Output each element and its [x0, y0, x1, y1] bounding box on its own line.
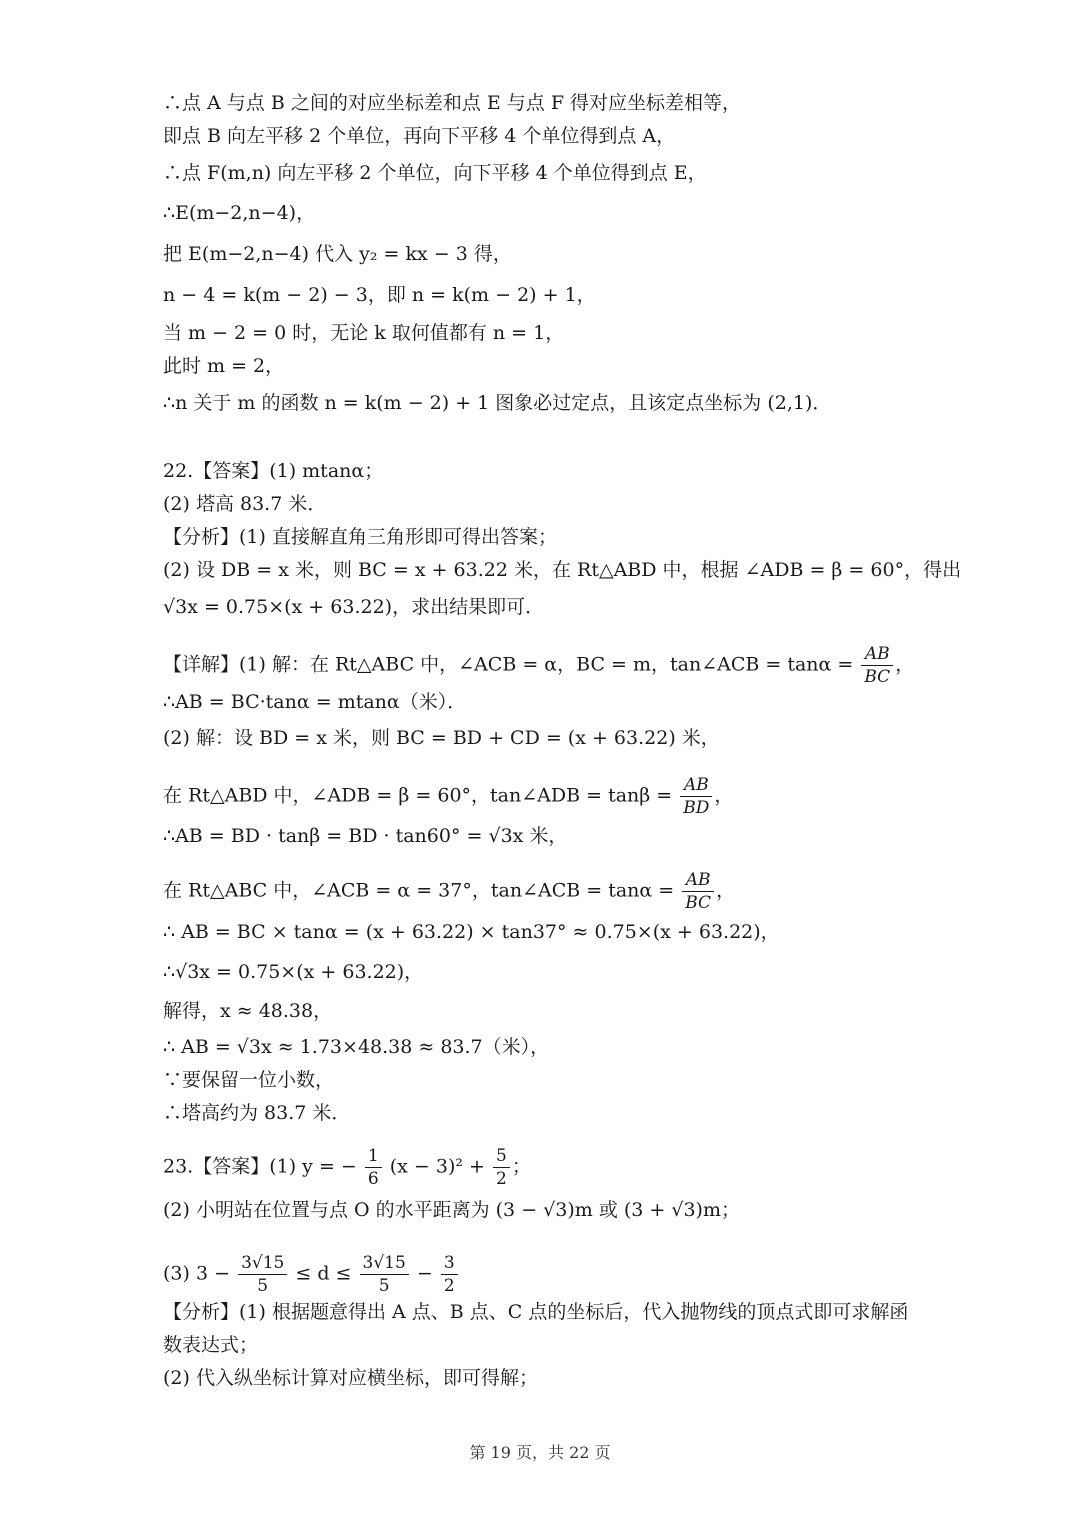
fraction: [680, 774, 712, 819]
text-segment: ，: [895, 653, 915, 676]
formula-line: [163, 774, 930, 819]
text-line: ∵要保留一位小数，: [163, 1069, 335, 1091]
text-line: ∴AB = BD · tanβ = BD · tan60° = √3x 米，: [163, 825, 568, 847]
text-line: (2) 设 DB = x 米，则 BC = x + 63.22 米，在 Rt△ABD 中，根据 ∠ADB = β = 60°，得出: [163, 559, 962, 581]
text-line: ∴塔高约为 83.7 米．: [163, 1102, 351, 1124]
text-segment: ≤ d ≤: [295, 1262, 352, 1285]
fraction: [360, 1252, 409, 1297]
text-line: (2) 解：设 BD = x 米，则 BC = BD + CD = (x + 63.22) 米，: [163, 727, 720, 749]
text-segment: ，: [716, 879, 736, 902]
fraction: [365, 1145, 382, 1190]
numerator: AB: [682, 869, 714, 892]
text-segment: (x − 3)² +: [389, 1155, 485, 1178]
text-line: ∴E(m−2,n−4)，: [163, 202, 316, 224]
formula-line: [163, 643, 930, 688]
text-line: n − 4 = k(m − 2) − 3，即 n = k(m − 2) + 1，: [163, 284, 596, 306]
numerator: 3: [441, 1252, 458, 1275]
denominator: BC: [685, 893, 712, 913]
text-line: ∴AB = BC·tanα = mtanα（米）．: [163, 691, 467, 713]
denominator: 5: [257, 1276, 269, 1296]
text-segment: −: [416, 1262, 433, 1285]
text-segment: 在 Rt△ABD 中，∠ADB = β = 60°，tan∠ADB = tanβ =: [163, 784, 673, 807]
fraction: [861, 643, 893, 688]
denominator: 2: [496, 1169, 507, 1189]
text-line: (2) 代入纵坐标计算对应横坐标，即可得解；: [163, 1367, 538, 1389]
question-22-answer: 22.【答案】(1) mtanα；: [163, 460, 384, 482]
text-line: √3x = 0.75×(x + 63.22)，求出结果即可．: [163, 596, 545, 618]
text-segment: ；: [511, 1155, 531, 1178]
text-line: 即点 B 向左平移 2 个单位，再向下平移 4 个单位得到点 A，: [163, 125, 676, 147]
numerator: AB: [861, 643, 893, 666]
formula-line: [163, 869, 930, 914]
numerator: 5: [493, 1145, 510, 1168]
fraction: [493, 1145, 510, 1190]
numerator: 3√15: [238, 1252, 287, 1275]
question-23-answer: [163, 1145, 930, 1190]
text-line: 【分析】(1) 直接解直角三角形即可得出答案；: [163, 526, 557, 548]
fraction: [238, 1252, 287, 1297]
text-line: 解得，x ≈ 48.38，: [163, 1000, 333, 1022]
text-segment: 在 Rt△ABC 中，∠ACB = α = 37°，tan∠ACB = tanα =: [163, 879, 675, 902]
text-line: 当 m − 2 = 0 时，无论 k 取何值都有 n = 1，: [163, 322, 565, 344]
text-line: 此时 m = 2，: [163, 355, 285, 377]
formula-line: [163, 1252, 930, 1297]
numerator: 1: [365, 1145, 382, 1168]
fraction: [682, 869, 714, 914]
text-line: ∴n 关于 m 的函数 n = k(m − 2) + 1 图象必过定点，且该定点坐标为 (2,1)．: [163, 392, 832, 414]
text-segment: (3) 3 −: [163, 1262, 231, 1285]
denominator: 5: [378, 1276, 390, 1296]
text-line: ∴ AB = BC × tanα = (x + 63.22) × tan37° ≈ 0.75×(x + 63.22)，: [163, 921, 780, 943]
text-line: 把 E(m−2,n−4) 代入 y₂ = kx − 3 得，: [163, 243, 512, 265]
text-line: (2) 塔高 83.7 米．: [163, 493, 327, 515]
text-segment: ，: [714, 784, 734, 807]
text-segment: 23.【答案】(1) y = −: [163, 1155, 357, 1178]
denominator: BC: [864, 667, 891, 687]
numerator: AB: [680, 774, 712, 797]
page-footer: 第 19 页，共 22 页: [469, 1443, 611, 1462]
text-line: 数表达式；: [163, 1334, 259, 1356]
text-line: 【分析】(1) 根据题意得出 A 点、B 点、C 点的坐标后，代入抛物线的顶点式即可求解函: [163, 1301, 909, 1323]
denominator: 2: [443, 1276, 455, 1296]
text-line: ∴ AB = √3x ≈ 1.73×48.38 ≈ 83.7（米），: [163, 1036, 550, 1058]
text-segment: 【详解】(1) 解：在 Rt△ABC 中，∠ACB = α，BC = m，tan∠ACB = tanα =: [163, 653, 854, 676]
text-line: ∴点 A 与点 B 之间的对应坐标差和点 E 与点 F 得对应坐标差相等，: [163, 92, 742, 114]
denominator: 6: [367, 1169, 379, 1189]
text-line: (2) 小明站在位置与点 O 的水平距离为 (3 − √3)m 或 (3 + √3)m；: [163, 1199, 740, 1221]
numerator: 3√15: [360, 1252, 409, 1275]
text-line: ∴√3x = 0.75×(x + 63.22)，: [163, 961, 424, 983]
text-line: ∴点 F(m,n) 向左平移 2 个单位，向下平移 4 个单位得到点 E，: [163, 162, 707, 184]
denominator: BD: [683, 798, 710, 818]
fraction: [441, 1252, 458, 1297]
